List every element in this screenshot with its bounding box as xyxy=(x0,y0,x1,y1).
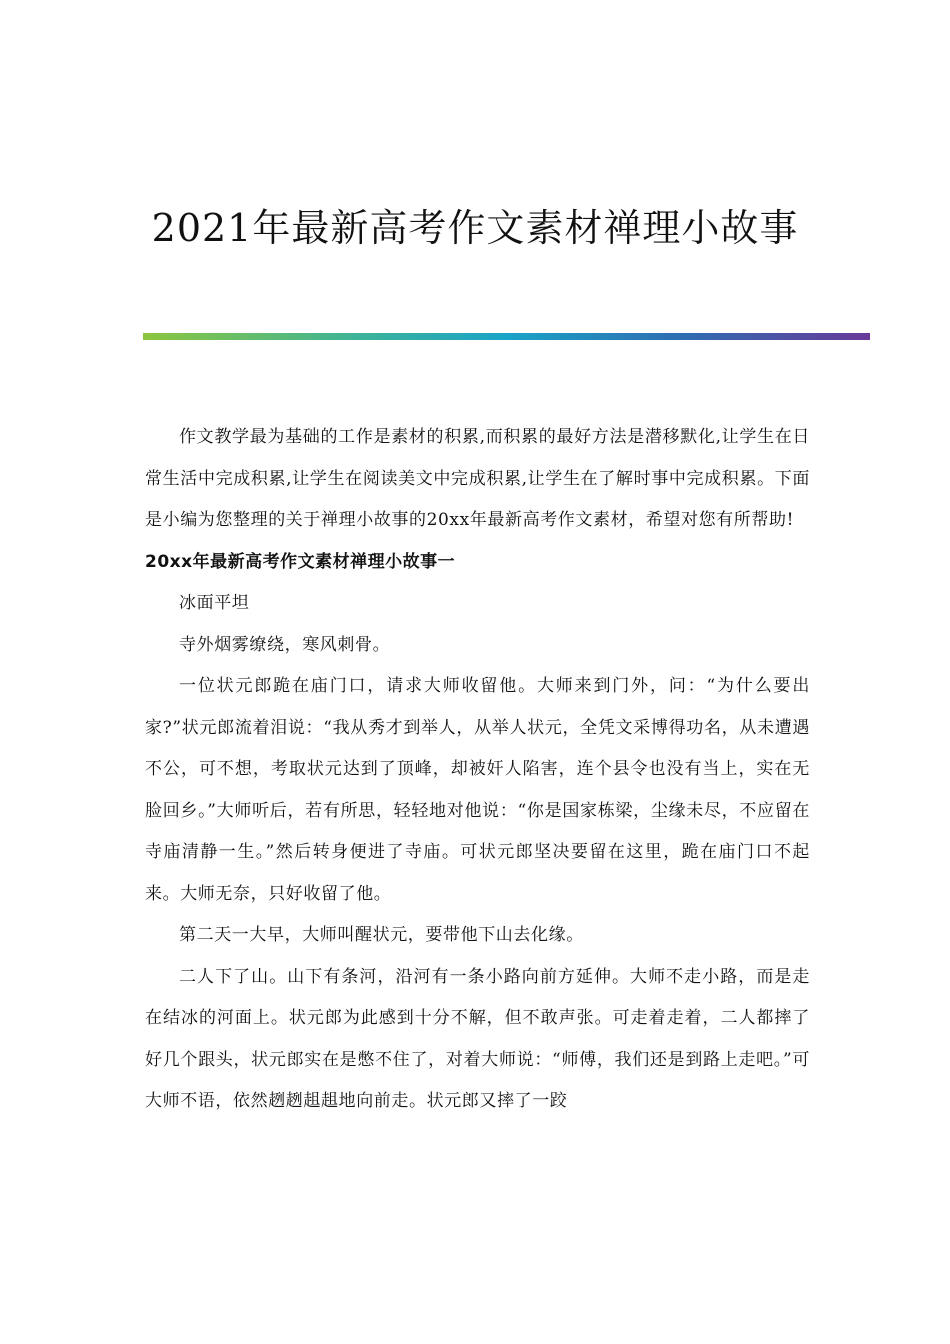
body-paragraph: 二人下了山。山下有条河，沿河有一条小路向前方延伸。大师不走小路，而是走在结冰的河面上。状元郎为此感到十分不解，但不敢声张。可走着走着，二人都摔了好几个跟头，状元郎实在是憋不住了，对着大师说：“师傅，我们还是到路上走吧。”可大师不语，依然趔趔趄趄地向前走。状元郎又摔了一跤 xyxy=(145,966,810,1111)
body-paragraph: 寺外烟雾缭绕，寒风刺骨。 xyxy=(179,634,391,655)
section-heading: 20xx年最新高考作文素材禅理小故事一 xyxy=(145,551,456,572)
title-divider xyxy=(143,333,870,340)
body-paragraph: 第二天一大早，大师叫醒状元，要带他下山去化缘。 xyxy=(179,925,584,945)
story-title: 冰面平坦 xyxy=(179,593,250,613)
intro-paragraph: 作文教学最为基础的工作是素材的积累,而积累的最好方法是潜移默化,让学生在日常生活中完成积累,让学生在阅读美文中完成积累,让学生在了解时事中完成积累。下面是小编为您整理的关于禅理小故事的20xx年最新高考作文素材，希望对您有所帮助! xyxy=(145,427,810,530)
document-title: 2021年最新高考作文素材禅理小故事 xyxy=(151,206,799,250)
document-body xyxy=(145,417,810,1123)
body-paragraph: 一位状元郎跪在庙门口，请求大师收留他。大师来到门外，问：“为什么要出家?”状元郎流着泪说：“我从秀才到举人，从举人状元，全凭文采博得功名，从未遭遇不公，可不想，考取状元达到了顶峰，却被奸人陷害，连个县令也没有当上，实在无脸回乡。”大师听后，若有所思，轻轻地对他说：“你是国家栋梁，尘缘未尽，不应留在寺庙清静一生。”然后转身便进了寺庙。可状元郎坚决要留在这里，跪在庙门口不起来。大师无奈，只好收留了他。 xyxy=(145,676,810,904)
